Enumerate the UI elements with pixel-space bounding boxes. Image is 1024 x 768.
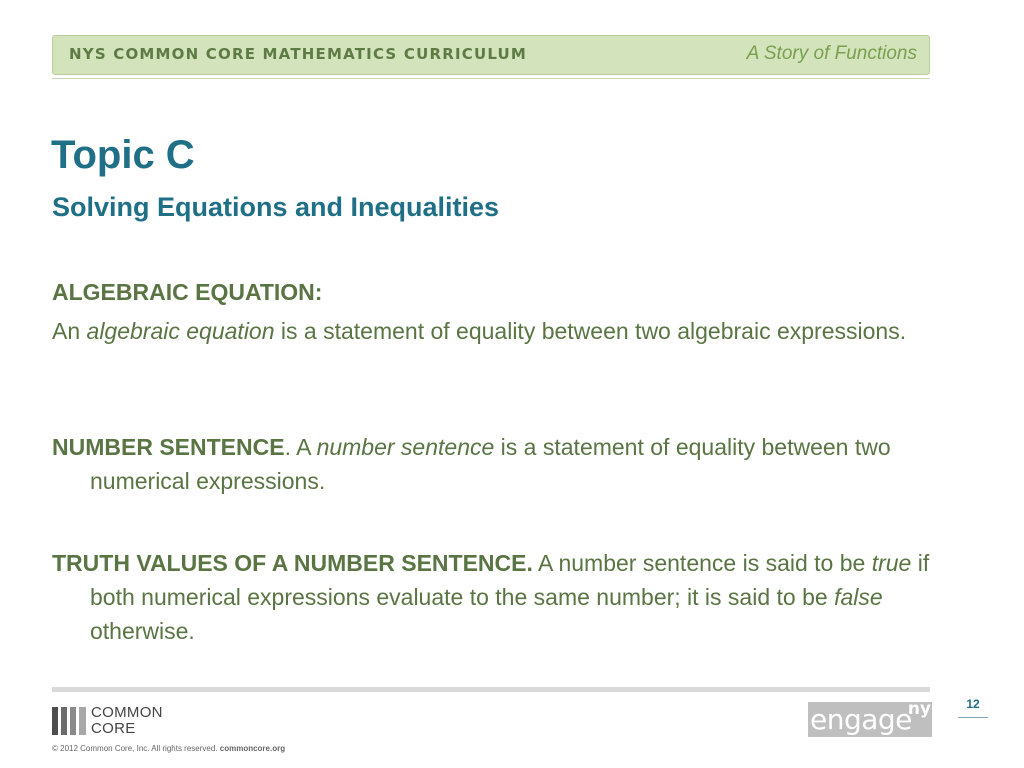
topic-title: Topic C: [51, 133, 195, 177]
common-core-bars-icon: [52, 707, 86, 735]
truth-values-term: TRUTH VALUES OF A NUMBER SENTENCE.: [52, 550, 533, 576]
header-bar: [52, 35, 930, 75]
algebraic-rest: is a statement of equality between two algebraic expressions.: [274, 318, 907, 344]
logo-line-1: COMMON: [91, 704, 163, 721]
engage-wordmark: engage: [810, 703, 912, 736]
algebraic-term: algebraic equation: [86, 318, 275, 344]
truth-values-false: false: [834, 584, 883, 610]
common-core-wordmark: [91, 705, 163, 737]
definition-number-sentence: [52, 430, 980, 498]
number-sentence-italic: number sentence: [316, 434, 495, 460]
algebraic-prefix: An: [52, 318, 87, 344]
copyright-text: © 2012 Common Core, Inc. All rights reserved.: [52, 744, 220, 753]
truth-values-intro: A number sentence is said to be: [532, 550, 872, 576]
header-divider: [52, 78, 930, 79]
page-number-underline: [958, 717, 988, 718]
engage-ny-logo: [808, 699, 932, 737]
engage-ny-superscript: ny: [907, 699, 931, 719]
truth-values-middle: if both numerical expressions evaluate to the same number; it is said to be: [90, 550, 930, 610]
curriculum-title: NYS COMMON CORE MATHEMATICS CURRICULUM: [69, 45, 528, 63]
number-sentence-term: NUMBER SENTENCE: [52, 434, 285, 460]
definition-algebraic-equation: [52, 275, 942, 348]
copyright-notice: [52, 744, 285, 753]
common-core-logo: [52, 705, 192, 737]
number-sentence-dot: .: [284, 434, 291, 460]
story-title: A Story of Functions: [746, 43, 917, 64]
algebraic-equation-label: ALGEBRAIC EQUATION:: [52, 279, 323, 305]
topic-subtitle: Solving Equations and Inequalities: [52, 192, 500, 222]
footer-divider: [52, 687, 930, 692]
truth-values-end: otherwise.: [90, 618, 195, 644]
logo-line-2: CORE: [91, 720, 136, 737]
number-sentence-prefix: A: [290, 434, 317, 460]
page-number: 12: [966, 697, 980, 711]
algebraic-equation-text: [52, 314, 942, 348]
copyright-url: commoncore.org: [219, 744, 286, 753]
truth-values-true: true: [871, 550, 912, 576]
number-sentence-rest: is a statement of equality between two numerical expressions.: [90, 434, 891, 494]
definition-truth-values: [52, 546, 980, 648]
